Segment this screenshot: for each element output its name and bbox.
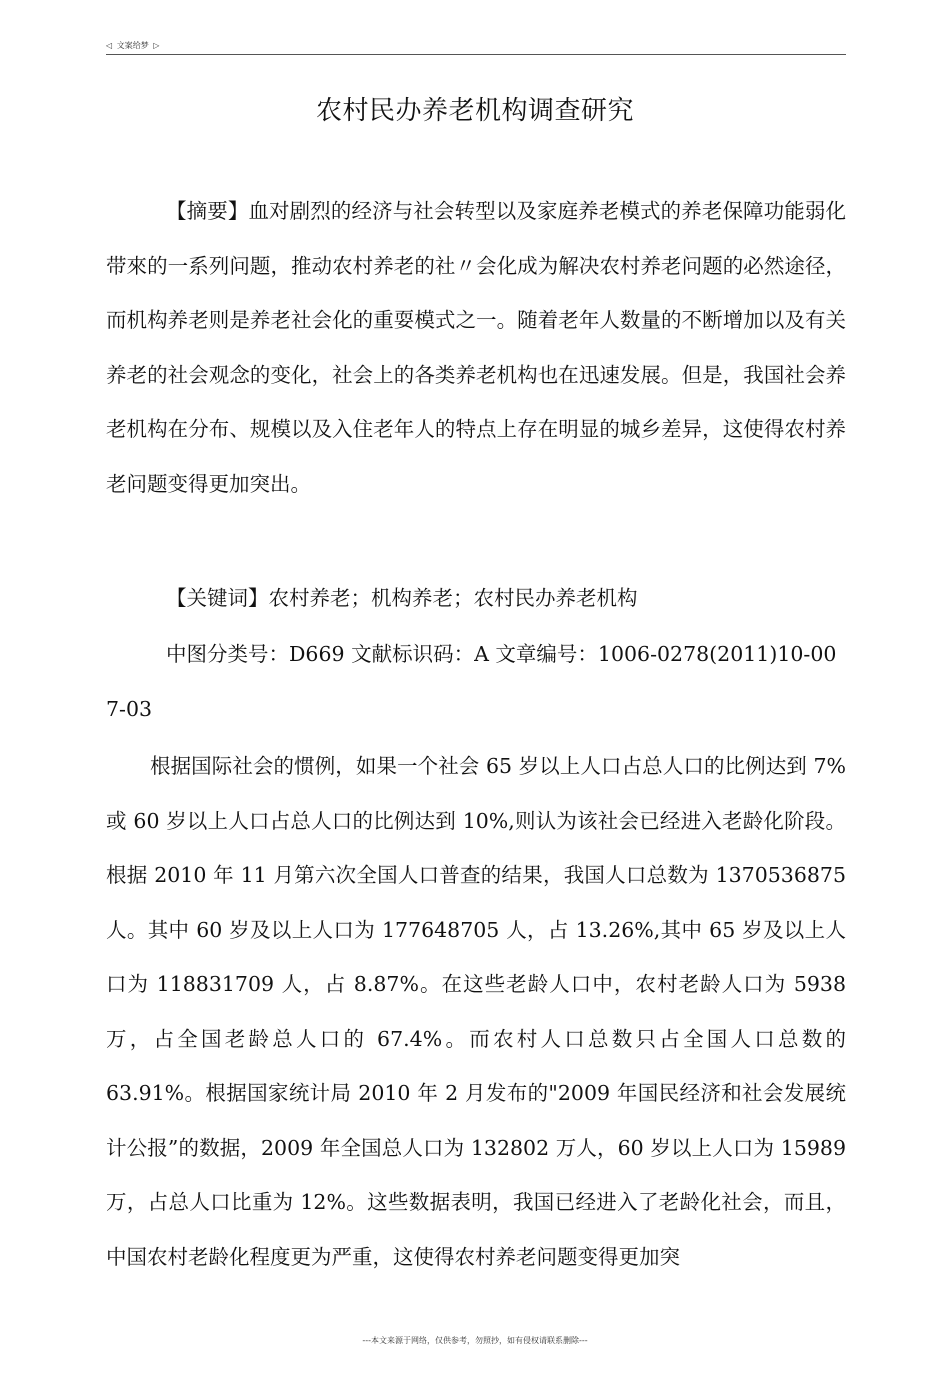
keywords-text: 农村养老；机构养老；农村民办养老机构 — [268, 586, 638, 610]
abstract-text: 血对剧烈的经济与社会转型以及家庭养老模式的养老保障功能弱化带來的一系列问题，推动农村养老的社〃会化成为解决农村养老问题的必然途径，而机构养老则是养老社会化的重耍模式之一。随着老年人数量的不断增加以及有关养老的社会观念的变化，社会上的各类养老机构也在迅速发展。但是，我国社会养老机构在分布、规模以及入住老年人的特点上存在明显的城乡差异，这使得农村养老问题变得更加突出。 — [106, 199, 846, 496]
document-title: 农村民办养老机构调查研究 — [315, 96, 634, 126]
header-left-mark: ◁ — [106, 41, 113, 50]
main-paragraph: 根据国际社会的惯例，如果一个社会 65 岁以上人口占总人口的比例达到 7%或 60 岁以上人口占总人口的比例达到 10%,则认为该社会已经进入老龄化阶段。根据 2010 年 11 月第六次全国人口普查的结果，我国人口总数为 1370536875 人。其中 60 岁及以上人口为 177648705 人，占 13.26%,其中 65 岁及以上人口为 118831709 人，占 8.87%。在这些老龄人口中，农村老龄人口为 5938 万，占全国老龄总人口的 67.4%。而农村人口总数只占全国人口总数的 63.91%。根据国家统计局 2010 年 2 月发布的"2009 年国民经济和社会发展统计公报”的数据，2009 年全国总人口为 132802 万人，60 岁以上人口为 15989 万，占总人口比重为 12%。这些数据表明，我国已经进入了老龄化社会，而且，中国农村老龄化程度更为严重，这使得农村养老问题变得更加突 — [106, 754, 846, 1269]
keywords-line — [106, 571, 846, 626]
page-footer: ---本文来源于网络，仅供参考，勿照抄，如有侵权请联系删除--- — [362, 1336, 588, 1345]
classification-line: 中图分类号：D669 文献标识码：A 文章编号：1006-0278(2011)10-007-03 — [106, 642, 837, 721]
header-text: 文案给梦 — [116, 41, 149, 50]
abstract-paragraph — [106, 184, 846, 511]
keywords-label: 【关键词】 — [166, 586, 269, 610]
abstract-label: 【摘要】 — [166, 199, 249, 223]
header-right-mark: ▷ — [153, 41, 160, 50]
page-header — [106, 40, 846, 55]
